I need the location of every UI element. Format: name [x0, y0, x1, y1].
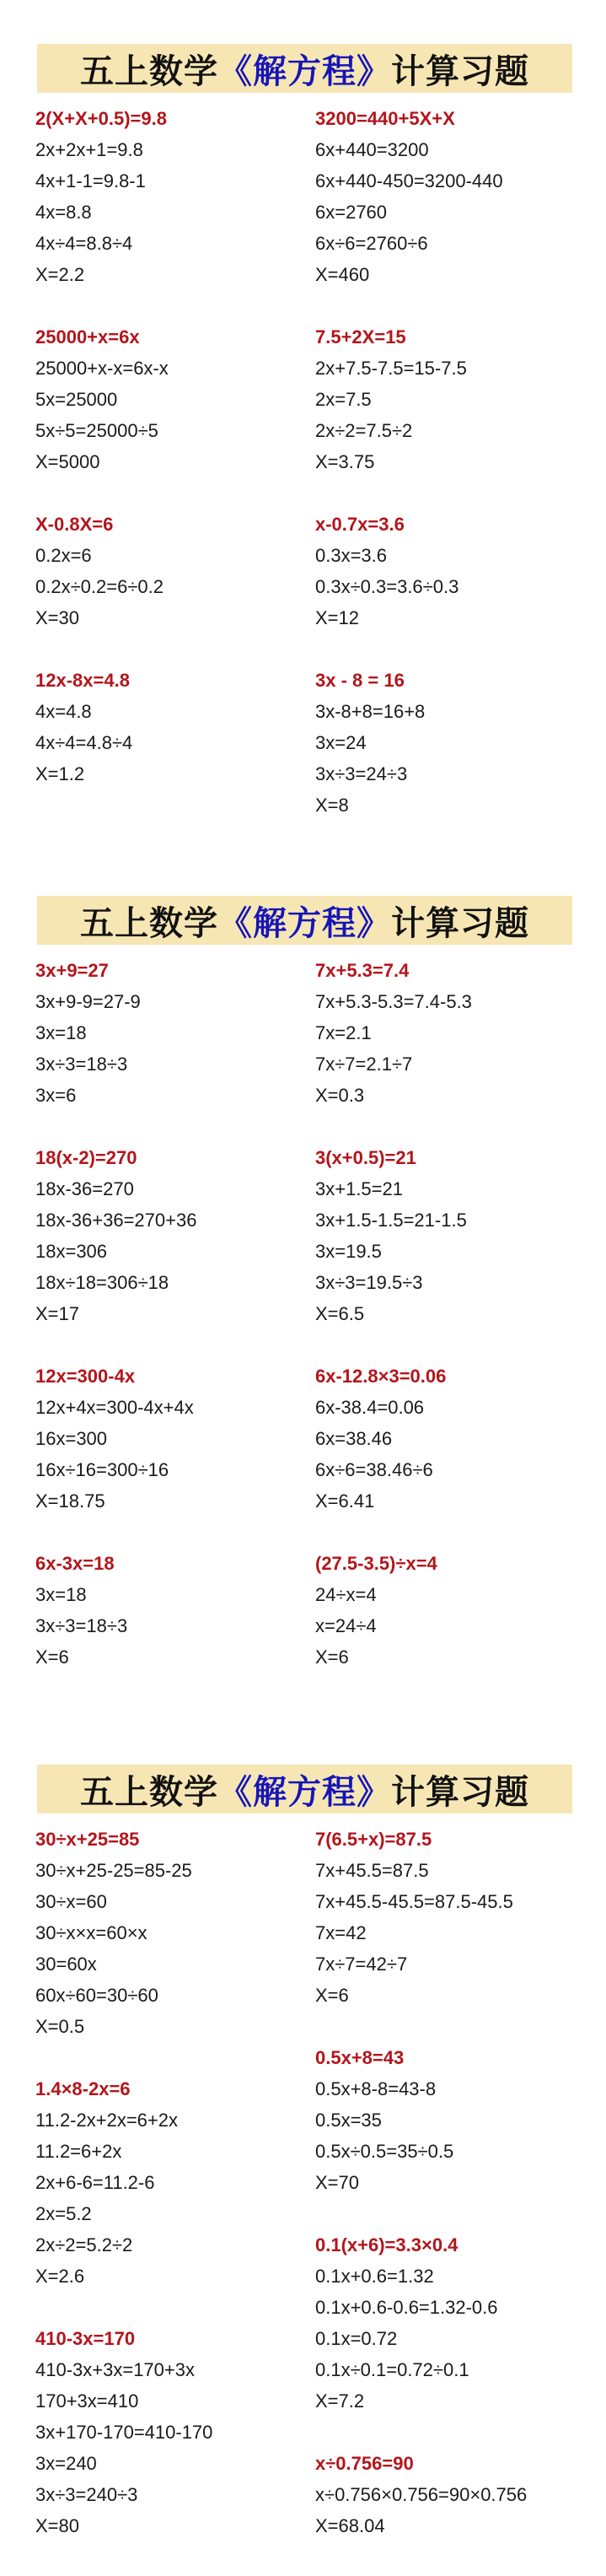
- solution-step: 7x+45.5-45.5=87.5-45.5: [315, 1891, 513, 1912]
- equation-title: 2(X+X+0.5)=9.8: [35, 108, 167, 129]
- solution-step: 3x÷3=240÷3: [35, 2484, 138, 2505]
- title-suffix: 计算习题: [391, 903, 529, 943]
- equation-title: X-0.8X=6: [35, 514, 114, 535]
- solution-step: X=80: [35, 2515, 79, 2536]
- solution-step: 7x=2.1: [315, 1022, 372, 1043]
- solution-step: X=6: [315, 1646, 349, 1668]
- equation-title: x÷0.756=90: [315, 2453, 414, 2474]
- title-suffix: 计算习题: [391, 1772, 529, 1812]
- solution-step: X=1.2: [35, 763, 85, 784]
- solution-step: X=6: [35, 1646, 69, 1668]
- equation-title: x-0.7x=3.6: [315, 514, 405, 535]
- solution-step: 3x=6: [35, 1085, 77, 1106]
- equation-problem: [315, 509, 585, 633]
- solution-step: 0.5x=35: [315, 2110, 382, 2131]
- solution-step: 3x÷3=24÷3: [315, 763, 408, 784]
- solution-step: X=70: [315, 2172, 359, 2193]
- solution-step: 7x÷7=2.1÷7: [315, 1054, 413, 1075]
- solution-step: 7x=42: [315, 1922, 367, 1943]
- equation-title: 30÷x+25=85: [35, 1829, 140, 1850]
- solution-step: 25000+x-x=6x-x: [35, 358, 169, 379]
- equation-title: (27.5-3.5)÷x=4: [315, 1553, 437, 1574]
- section-title-banner: [37, 1765, 572, 1813]
- solution-step: 0.3x÷0.3=3.6÷0.3: [315, 576, 459, 597]
- equation-problem: [35, 2323, 305, 2541]
- section-title-banner: [37, 896, 572, 945]
- equation-problem: [315, 1548, 585, 1673]
- equation-title: 7x+5.3=7.4: [315, 960, 410, 981]
- equation-title: 25000+x=6x: [35, 326, 140, 348]
- equation-problem: [35, 1548, 305, 1673]
- solution-step: 3x-8+8=16+8: [315, 701, 426, 722]
- solution-step: X=3.75: [315, 451, 375, 472]
- solution-step: 3x=240: [35, 2453, 97, 2474]
- solution-step: 4x÷4=8.8÷4: [35, 233, 133, 254]
- problem-column-left: [35, 103, 305, 821]
- equation-title: 0.1(x+6)=3.3×0.4: [315, 2234, 459, 2255]
- problem-column-right: [315, 103, 585, 852]
- solution-step: 2x÷2=5.2÷2: [35, 2234, 133, 2255]
- solution-step: 0.1x=0.72: [315, 2328, 398, 2349]
- problem-column-left: [35, 1824, 305, 2573]
- equation-title: 18(x-2)=270: [35, 1147, 137, 1168]
- solution-step: 0.1x+0.6=1.32: [315, 2266, 434, 2287]
- solution-step: 0.2x÷0.2=6÷0.2: [35, 576, 164, 597]
- solution-step: 7x+5.3-5.3=7.4-5.3: [315, 991, 472, 1012]
- solution-step: 4x=8.8: [35, 202, 92, 223]
- equation-problem: [35, 509, 305, 633]
- equation-problem: [35, 665, 305, 790]
- section-title-banner: [37, 44, 572, 93]
- solution-step: 30÷x=60: [35, 1891, 107, 1912]
- equation-problem: [35, 955, 305, 1111]
- solution-step: 3x÷3=18÷3: [35, 1615, 128, 1636]
- equation-problem: [315, 2448, 585, 2541]
- solution-step: 0.5x+8-8=43-8: [315, 2078, 437, 2099]
- solution-step: 4x=4.8: [35, 701, 92, 722]
- solution-step: 5x÷5=25000÷5: [35, 420, 158, 441]
- solution-step: 30÷x×x=60×x: [35, 1922, 147, 1943]
- solution-step: 3x=24: [315, 732, 367, 753]
- equation-title: 0.5x+8=43: [315, 2047, 405, 2068]
- solution-step: 6x-38.4=0.06: [315, 1397, 425, 1418]
- solution-step: 18x-36=270: [35, 1178, 134, 1199]
- solution-step: X=460: [315, 264, 370, 285]
- solution-step: 60x÷60=30÷60: [35, 1985, 158, 2006]
- solution-step: 18x-36+36=270+36: [35, 1210, 197, 1231]
- solution-step: 30=60x: [35, 1954, 97, 1975]
- equation-problem: [315, 665, 585, 821]
- equation-problem: [315, 1142, 585, 1329]
- solution-step: 2x+6-6=11.2-6: [35, 2172, 155, 2193]
- equation-title: 3x+9=27: [35, 960, 109, 981]
- solution-step: 12x+4x=300-4x+4x: [35, 1397, 194, 1418]
- solution-step: X=6.41: [315, 1490, 375, 1512]
- solution-step: 2x÷2=7.5÷2: [315, 420, 413, 441]
- title-subject: 五上数学: [80, 51, 218, 91]
- title-suffix: 计算习题: [391, 51, 529, 91]
- solution-step: X=5000: [35, 451, 100, 472]
- equation-problem: [315, 321, 585, 477]
- problem-column-right: [315, 1824, 585, 2573]
- equation-problem: [35, 1824, 305, 2042]
- solution-step: 18x÷18=306÷18: [35, 1272, 169, 1293]
- solution-step: 0.1x+0.6-0.6=1.32-0.6: [315, 2297, 498, 2318]
- equation-title: 6x-3x=18: [35, 1553, 115, 1574]
- equation-title: 12x-8x=4.8: [35, 670, 130, 691]
- solution-step: 2x+2x+1=9.8: [35, 139, 143, 160]
- solution-step: 3x=18: [35, 1584, 87, 1605]
- solution-step: 16x÷16=300÷16: [35, 1459, 169, 1480]
- title-topic: 《解方程》: [218, 903, 391, 943]
- solution-step: 3x÷3=19.5÷3: [315, 1272, 423, 1293]
- solution-step: X=7.2: [315, 2390, 365, 2412]
- solution-step: X=30: [35, 607, 79, 628]
- solution-step: X=2.2: [35, 264, 85, 285]
- equation-problem: [315, 955, 585, 1111]
- solution-step: X=68.04: [315, 2515, 385, 2536]
- problem-column-right: [315, 955, 585, 1704]
- solution-step: X=17: [35, 1303, 79, 1324]
- equation-title: 12x=300-4x: [35, 1366, 136, 1387]
- solution-step: 6x+440=3200: [315, 139, 429, 160]
- solution-step: 0.1x÷0.1=0.72÷0.1: [315, 2359, 469, 2380]
- solution-step: 2x=7.5: [315, 389, 372, 410]
- solution-step: 30÷x+25-25=85-25: [35, 1860, 192, 1881]
- equation-problem: [35, 2073, 305, 2292]
- solution-step: X=6.5: [315, 1303, 365, 1324]
- solution-step: X=2.6: [35, 2266, 85, 2287]
- title-topic: 《解方程》: [218, 51, 391, 91]
- solution-step: X=0.5: [35, 2016, 85, 2037]
- solution-step: 3x=18: [35, 1022, 87, 1043]
- solution-step: 2x+7.5-7.5=15-7.5: [315, 358, 467, 379]
- solution-step: 11.2-2x+2x=6+2x: [35, 2110, 178, 2131]
- equation-problem: [315, 2229, 585, 2417]
- equation-problem: [315, 1361, 585, 1517]
- equation-title: 3(x+0.5)=21: [315, 1147, 416, 1168]
- solution-step: 6x=2760: [315, 202, 388, 223]
- solution-step: 3x+170-170=410-170: [35, 2422, 213, 2443]
- solution-step: x÷0.756×0.756=90×0.756: [315, 2484, 528, 2505]
- equation-title: 7.5+2X=15: [315, 326, 406, 348]
- solution-step: 3x=19.5: [315, 1241, 382, 1262]
- solution-step: X=12: [315, 607, 359, 628]
- solution-step: X=0.3: [315, 1085, 365, 1106]
- equation-title: 1.4×8-2x=6: [35, 2078, 131, 2099]
- problem-column-left: [35, 955, 305, 1704]
- solution-step: 0.3x=3.6: [315, 545, 388, 566]
- solution-step: 410-3x+3x=170+3x: [35, 2359, 195, 2380]
- solution-step: 6x=38.46: [315, 1428, 393, 1449]
- solution-step: 0.2x=6: [35, 545, 92, 566]
- solution-step: x=24÷4: [315, 1615, 377, 1636]
- equation-title: 3x - 8 = 16: [315, 670, 405, 691]
- solution-step: 3x+9-9=27-9: [35, 991, 141, 1012]
- equation-problem: [35, 1361, 305, 1517]
- solution-step: X=8: [315, 795, 349, 816]
- solution-step: 4x+1-1=9.8-1: [35, 170, 146, 191]
- title-subject: 五上数学: [80, 903, 218, 943]
- equation-problem: [315, 103, 585, 290]
- equation-problem: [35, 103, 305, 290]
- solution-step: 0.5x÷0.5=35÷0.5: [315, 2141, 454, 2162]
- solution-step: 18x=306: [35, 1241, 108, 1262]
- solution-step: 6x÷6=2760÷6: [315, 233, 428, 254]
- equation-problem: [35, 1142, 305, 1329]
- solution-step: 16x=300: [35, 1428, 108, 1449]
- equation-title: 7(6.5+x)=87.5: [315, 1829, 432, 1850]
- solution-step: 6x÷6=38.46÷6: [315, 1459, 433, 1480]
- solution-step: X=6: [315, 1985, 349, 2006]
- solution-step: 3x+1.5-1.5=21-1.5: [315, 1210, 467, 1231]
- solution-step: 7x÷7=42÷7: [315, 1954, 408, 1975]
- equation-problem: [315, 2042, 585, 2198]
- equation-title: 410-3x=170: [35, 2328, 136, 2349]
- solution-step: 24÷x=4: [315, 1584, 377, 1605]
- solution-step: 11.2=6+2x: [35, 2141, 122, 2162]
- solution-step: 4x÷4=4.8÷4: [35, 732, 133, 753]
- equation-problem: [35, 321, 305, 477]
- equation-title: 6x-12.8×3=0.06: [315, 1366, 447, 1387]
- solution-step: 5x=25000: [35, 389, 118, 410]
- solution-step: 7x+45.5=87.5: [315, 1860, 429, 1881]
- equation-problem: [315, 1824, 585, 2011]
- equation-title: 3200=440+5X+X: [315, 108, 455, 129]
- solution-step: 6x+440-450=3200-440: [315, 170, 503, 191]
- solution-step: 3x÷3=18÷3: [35, 1054, 128, 1075]
- solution-step: 3x+1.5=21: [315, 1178, 403, 1199]
- solution-step: X=18.75: [35, 1490, 105, 1512]
- solution-step: 170+3x=410: [35, 2390, 139, 2412]
- title-topic: 《解方程》: [218, 1772, 391, 1812]
- title-subject: 五上数学: [80, 1772, 218, 1812]
- solution-step: 2x=5.2: [35, 2203, 92, 2224]
